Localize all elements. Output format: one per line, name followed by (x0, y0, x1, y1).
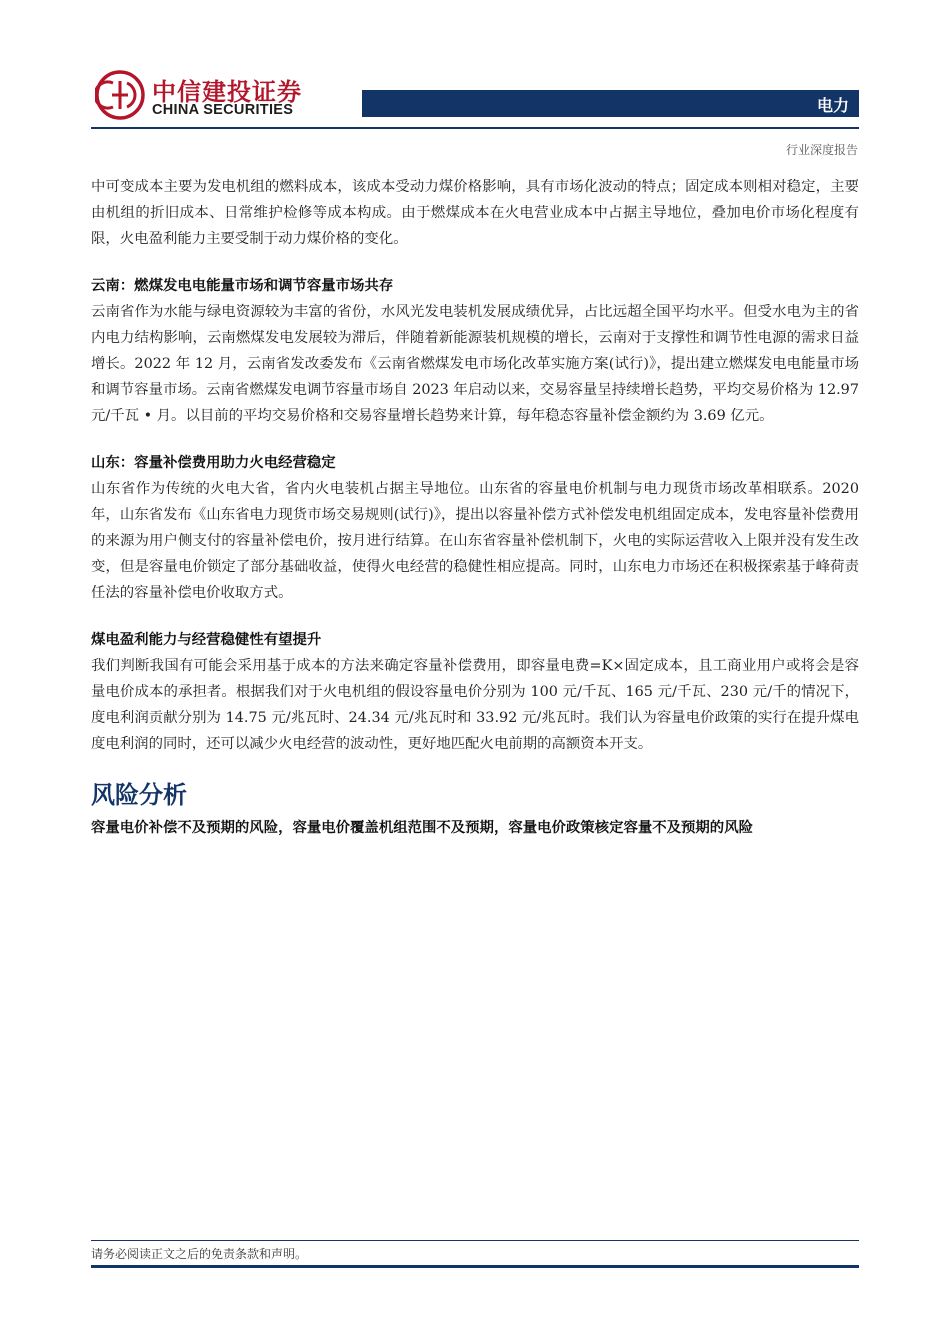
section-text-profit: 我们判断我国有可能会采用基于成本的方法来确定容量补偿费用，即容量电费=K×固定成本，且工商业用户或将会是容量电价成本的承担者。根据我们对于火电机组的假设容量电价分别为 100 元/千瓦、165 元/千瓦、230 元/千的情况下，度电利润贡献分别为 14.75 元/兆瓦时、24.34 元/兆瓦时和 33.92 元/兆瓦时。我们认为容量电价政策的实行在提升煤电度电利润的同时，还可以减少火电经营的波动性，更好地匹配火电前期的高额资本开支。 (91, 657, 859, 753)
brand-name-en: CHINA SECURITIES (152, 102, 294, 118)
footer-disclaimer: 请务必阅读正文之后的免责条款和声明。 (91, 1247, 308, 1261)
sector-bar (362, 90, 859, 117)
sector-label: 电力 (816, 96, 849, 115)
intro-paragraph: 中可变成本主要为发电机组的燃料成本，该成本受动力煤价格影响，具有市场化波动的特点；固定成本则相对稳定，主要由机组的折旧成本、日常维护检修等成本构成。由于燃煤成本在火电营业成本中占据主导地位，叠加电价市场化程度有限，火电盈利能力主要受制于动力煤价格的变化。 (91, 179, 859, 248)
section-text-yunnan: 云南省作为水能与绿电资源较为丰富的省份，水风光发电装机发展成绩优异，占比远超全国平均水平。但受水电为主的省内电力结构影响，云南燃煤发电发展较为滞后，伴随着新能源装机规模的增长，云南对于支撑性和调节性电源的需求日益增长。2022 年 12 月，云南省发改委发布《云南省燃煤发电市场化改革实施方案(试行)》，提出建立燃煤发电电能量市场和调节容量市场。云南省燃煤发电调节容量市场自 2023 年启动以来，交易容量呈持续增长趋势，平均交易价格为 12.97 元/千瓦 • 月。以目前的平均交易价格和交易容量增长趋势来计算，每年稳态容量补偿金额约为 3.69 亿元。 (91, 303, 859, 425)
section-heading-yunnan: 云南：燃煤发电电能量市场和调节容量市场共存 (91, 277, 394, 294)
footer-divider-bottom (91, 1265, 859, 1268)
header-divider (91, 127, 859, 129)
risk-section-title: 风险分析 (91, 781, 187, 810)
section-heading-shandong: 山东：容量补偿费用助力火电经营稳定 (91, 454, 336, 471)
page-header (0, 0, 950, 170)
section-text-shandong: 山东省作为传统的火电大省，省内火电装机占据主导地位。山东省的容量电价机制与电力现货市场改革相联系。2020 年，山东省发布《山东省电力现货市场交易规则(试行)》，提出以容量补偿方式补偿发电机组固定成本，发电容量补偿费用的来源为用户侧支付的容量补偿电价，按月进行结算。在山东省容量补偿机制下，火电的实际运营收入上限并没有发生改变，但是容量电价锁定了部分基础收益，使得火电经营的稳健性相应提高。同时，山东电力市场还在积极探索基于峰荷责任法的容量补偿电价收取方式。 (91, 480, 859, 602)
section-heading-profit: 煤电盈利能力与经营稳健性有望提升 (91, 631, 322, 648)
brand-name-cn: 中信建投证券 (152, 78, 302, 106)
risk-statement: 容量电价补偿不及预期的风险，容量电价覆盖机组范围不及预期，容量电价政策核定容量不及预期的风险 (91, 820, 753, 837)
report-type: 行业深度报告 (785, 143, 858, 157)
footer-divider-top (91, 1240, 859, 1241)
citic-logo-icon (95, 70, 145, 120)
report-body (91, 174, 859, 841)
